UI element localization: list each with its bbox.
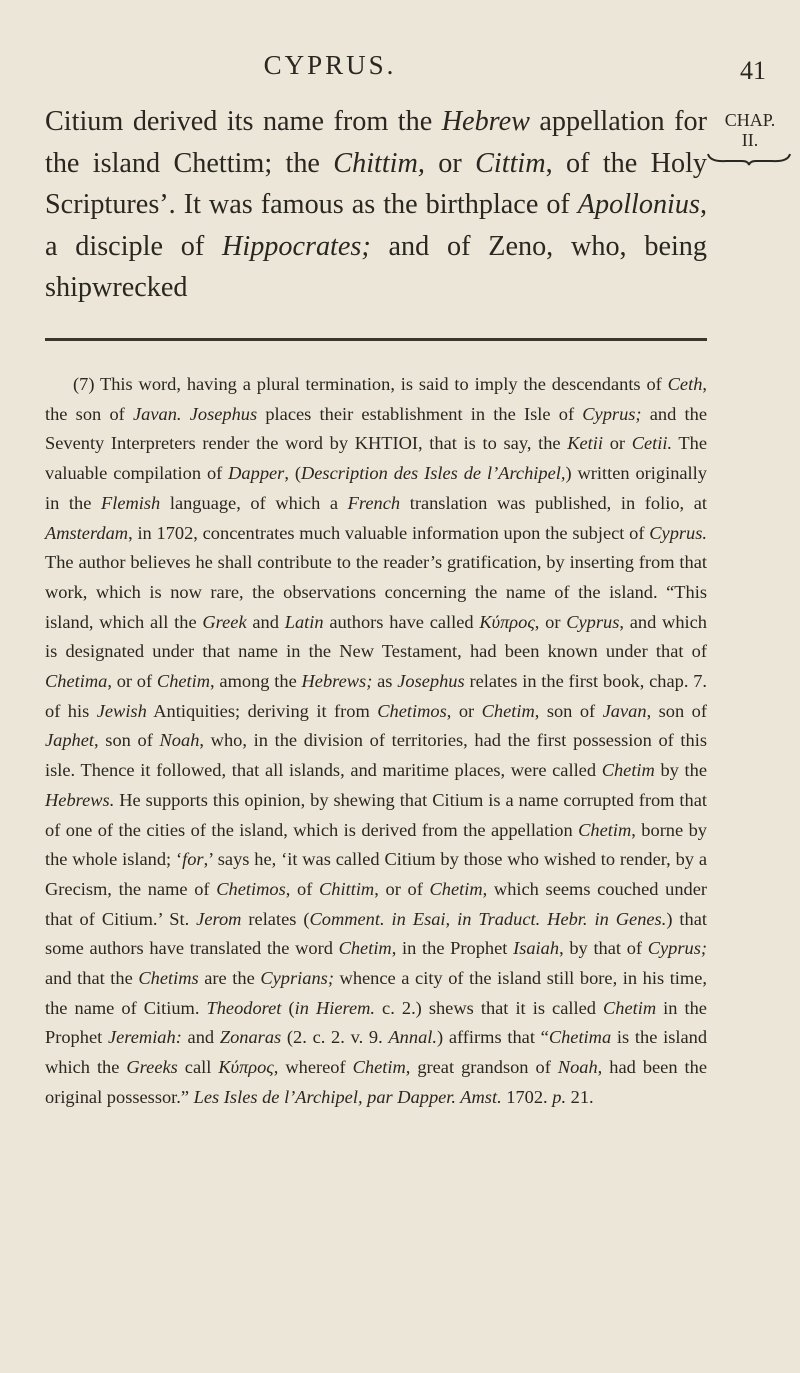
footnote-run: Chetim (481, 700, 535, 721)
footnote-run: , had been the original possessor.” (45, 1057, 707, 1107)
footnote-run: , the son of (45, 374, 707, 424)
footnote-run: , son of (646, 700, 707, 721)
footnote-run: c. 2.) shews that it is called (375, 997, 603, 1018)
footnote-run: He supports this opinion, by shewing that Citium is a name corrupted from that of one of the cities of the island, which is derived from the appellation (45, 789, 707, 840)
footnote-run: whence a city of the island still bore, in his time, the name of Citium. (45, 968, 707, 1018)
footnote-run: Annal. (388, 1027, 437, 1048)
main-text (45, 101, 707, 309)
footnote-run: , or (446, 700, 482, 721)
footnote-run: Chetimos (377, 700, 447, 721)
footnote-run: , and which is designated under that name in the New Testament, had been known under that of (45, 611, 707, 662)
main-text-run: derived its name from the (123, 106, 442, 137)
footnote-run: Theodoret (206, 997, 282, 1018)
footnote-run: and the Seventy Interpreters render the word by ΚΗΤΙΟΙ, that is to say, the (45, 403, 707, 454)
footnote-run: Amsterdam (45, 522, 129, 543)
footnote-run: Chetim (429, 878, 483, 899)
footnote-run: Chetim (578, 819, 632, 840)
footnote-run: , which seems couched under that of Citium.’ St. (45, 878, 708, 929)
footnote-run: Cetii. (631, 433, 673, 454)
footnote-run: Cyprus; (582, 403, 642, 424)
footnote-run: relates ( (241, 908, 310, 929)
footnote-run: is the island which the (45, 1027, 708, 1078)
footnote-run: The author believes he shall contribute to the reader’s gratification, by inserting from that work, which is now rare, the observations concerning the name of the island. “This island, which all the (45, 552, 707, 632)
footnote-run: Hebrews; (301, 671, 373, 692)
footnote-run: or (603, 433, 632, 454)
footnote-run: Cyprus; (647, 938, 707, 959)
footnote-run: ( (281, 997, 295, 1018)
footnote-run: Ketii (567, 433, 604, 454)
footnote-run: translation was published, in folio, at (400, 492, 707, 513)
footnote-run: Greeks (126, 1057, 178, 1078)
main-text-run: , of the Holy Scriptures’. It was famous as the birthplace of (45, 147, 707, 220)
footnote-run: Flemish (100, 492, 161, 513)
chapter-number: II. (741, 130, 759, 150)
footnote-run: ) written originally in the (45, 463, 707, 513)
footnote-run: Chetim (602, 997, 657, 1018)
footnote-run: in Hierem. (294, 997, 376, 1018)
footnote-run: places their establishment in the Isle of (257, 403, 583, 424)
footnote-run: Κύπρος (479, 611, 535, 632)
footnote-run: Cyprians; (260, 968, 334, 989)
footnote-run: Jeremiah: (107, 1027, 182, 1048)
main-text-run: Apollonius (577, 189, 700, 220)
main-text-run: Citium (45, 106, 124, 137)
running-title: CYPRUS. (263, 50, 397, 80)
main-text-run: ; the (264, 147, 334, 179)
footnote-run: Greek (202, 611, 247, 632)
footnote-run: Javan. Josephus (132, 403, 258, 424)
footnote-run: Les Isles de l’Archipel, par Dapper. Amst. (193, 1086, 502, 1107)
footnote-run: , whereof (273, 1057, 353, 1078)
footnote-run: ,’ says he, ‘it was called Citium by those who wished to render, by a Grecism, the name of (45, 849, 707, 899)
footnote-run: Cyprus. (649, 522, 707, 543)
footnote-run: call (177, 1057, 219, 1078)
footnote-run: Noah (557, 1057, 598, 1078)
footnote-run: are the (198, 968, 261, 989)
main-text-run: , a disciple of (45, 189, 707, 262)
footnote-run: , by that of (559, 938, 648, 959)
footnote-run: The valuable compilation of (45, 433, 708, 484)
footnote-run: , son of (94, 730, 160, 751)
footnote-run: relates in the first book, chap. 7. of his (45, 671, 708, 721)
main-text-run: Hippocrates; (222, 230, 371, 262)
footnote-run: Isaiah (513, 938, 560, 959)
footnote-run: authors have called (323, 611, 480, 632)
footnote-run: , great grandson of (405, 1057, 558, 1078)
footnote-run: (7) This word, having a plural termination, is said to imply the descendants of (73, 374, 668, 394)
main-text-run: Hebrew (441, 106, 530, 137)
footnote-run: Ceth (667, 374, 703, 394)
footnote-run: language, of which a (160, 492, 348, 513)
footnote-run: Chetim (352, 1057, 406, 1078)
main-text-run: Cittim (475, 147, 546, 179)
footnote-run: in the Prophet (45, 997, 707, 1048)
footnote-run: as (372, 671, 398, 692)
footnote-run: French (347, 492, 401, 513)
footnote-run: Jewish (96, 700, 147, 721)
footnote-paragraph (45, 370, 707, 1113)
footnote-run: Κύπρος (218, 1057, 274, 1078)
main-text-run: Chettim (173, 147, 265, 179)
footnote-run: Jerom (196, 908, 242, 929)
footnote-run: 21. (566, 1086, 594, 1107)
footnote-run: and (246, 611, 285, 632)
footnote-run: , son of (534, 700, 603, 721)
footnote-run: Chittim (319, 878, 375, 899)
footnote-run: , of (285, 878, 320, 899)
footnote-run: Comment. in Esai, in Traduct. Hebr. in Genes. (309, 908, 667, 929)
footnote-run: ) affirms that “ (436, 1027, 549, 1048)
page-number: 41 (740, 56, 766, 85)
footnote-run: 1702. (501, 1086, 553, 1107)
footnote-run: and that the (45, 968, 139, 989)
chapter-brace-icon (706, 150, 792, 166)
main-text-run: appellation for the island (45, 106, 707, 179)
footnote-run: , borne by the whole island; ‘ (45, 819, 707, 870)
footnote-run: Chetima (548, 1027, 612, 1048)
footnote-run: , in 1702, concentrates much valuable information upon the subject of (128, 522, 650, 543)
footnote-run: Zonaras (219, 1027, 282, 1048)
footnote-run: , or of (107, 671, 157, 692)
main-text-run: and of Zeno, who, being shipwrecked (45, 230, 707, 303)
footnote-divider (45, 338, 707, 341)
footnote-run: p. (552, 1086, 567, 1107)
footnote-run: Noah (159, 730, 200, 751)
footnote-run: , or (534, 611, 567, 632)
footnote-run: ) that some authors have translated the word (45, 908, 707, 959)
footnote-run: Description des Isles de l’Archipel, (300, 463, 566, 484)
footnote-run: Antiquities; deriving it from (146, 700, 378, 721)
footnote-run: Dapper (228, 463, 285, 484)
footnote-run: Chetima (45, 671, 108, 692)
footnote-run: for (182, 849, 204, 870)
footnote-run: Josephus (397, 671, 465, 692)
footnote-run: Latin (284, 611, 324, 632)
footnote-run: Cyprus (566, 611, 620, 632)
footnote-7 (45, 370, 707, 1113)
footnote-run: Chetimos (216, 878, 286, 899)
footnote-run: Chetims (138, 968, 199, 989)
footnote-run: Hebrews. (45, 789, 115, 810)
footnote-run: (2. c. 2. v. 9. (281, 1027, 389, 1048)
footnote-run: , who, in the division of territories, had the first possession of this isle. Thence it followed, that all islands, and maritime places, were called (45, 730, 708, 781)
footnote-run: Chetim (601, 760, 655, 781)
footnote-run: Japhet (45, 730, 95, 751)
footnote-run: Chetim (156, 671, 211, 692)
footnote-run: Javan (602, 700, 647, 721)
footnote-run: , or of (374, 878, 430, 899)
main-text-run: Chittim, (333, 147, 425, 179)
footnote-run: , ( (284, 463, 301, 484)
main-text-run: or (424, 147, 476, 179)
footnote-run: , among the (210, 671, 302, 692)
footnote-run: by the (654, 760, 707, 781)
chapter-marker (710, 110, 790, 150)
footnote-run: , in the Prophet (391, 938, 514, 959)
chapter-label: CHAP. (724, 110, 776, 130)
footnote-run: and (181, 1027, 220, 1048)
footnote-run: Chetim (338, 938, 392, 959)
